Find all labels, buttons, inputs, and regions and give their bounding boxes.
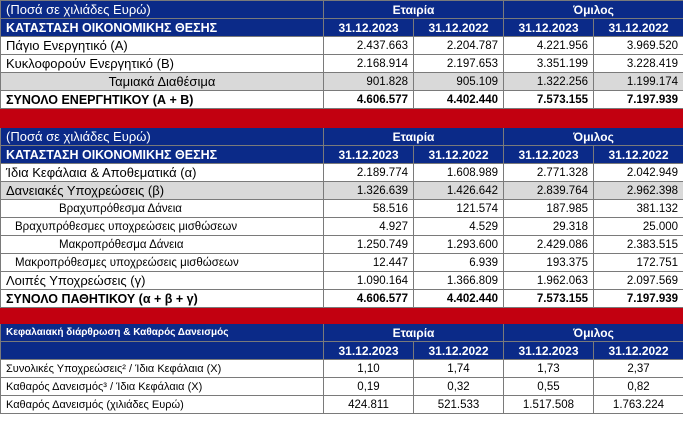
table-row	[1, 254, 683, 272]
table-row	[1, 272, 683, 290]
section3-header-row	[1, 324, 683, 342]
cell-value: 2.168.914	[324, 55, 414, 73]
cell-value: 1.962.063	[504, 272, 594, 290]
company-header: Εταιρία	[324, 1, 504, 19]
cell-value: 29.318	[504, 218, 594, 236]
separator	[1, 109, 683, 128]
cell-value: 1.517.508	[504, 396, 594, 414]
date-header: 31.12.2022	[414, 19, 504, 37]
group-header: Όμιλος	[504, 1, 683, 19]
date-header: 31.12.2022	[594, 19, 683, 37]
date-header: 31.12.2022	[414, 146, 504, 164]
section2-header-row	[1, 128, 683, 146]
table-row	[1, 378, 683, 396]
units-note: (Ποσά σε χιλιάδες Ευρώ)	[1, 1, 324, 19]
date-header: 31.12.2023	[324, 342, 414, 360]
row-label: Πάγιο Ενεργητικό (Α)	[1, 37, 324, 55]
cell-value: 0,55	[504, 378, 594, 396]
section2-title-row	[1, 146, 683, 164]
total-value: 7.573.155	[504, 290, 594, 308]
date-header: 31.12.2023	[504, 342, 594, 360]
cell-value: 901.828	[324, 73, 414, 91]
section1-title-row	[1, 19, 683, 37]
total-value: 7.197.939	[594, 290, 683, 308]
table-row	[1, 396, 683, 414]
cell-value: 3.351.199	[504, 55, 594, 73]
total-row	[1, 290, 683, 308]
cell-value: 0,82	[594, 378, 683, 396]
total-label: ΣΥΝΟΛΟ ΠΑΘΗΤΙΚΟΥ (α + β + γ)	[1, 290, 324, 308]
separator	[1, 308, 683, 324]
cell-value: 2.437.663	[324, 37, 414, 55]
date-header: 31.12.2023	[504, 19, 594, 37]
total-value: 4.606.577	[324, 91, 414, 109]
cell-value: 2.429.086	[504, 236, 594, 254]
row-label: Κυκλοφορούν Ενεργητικό (Β)	[1, 55, 324, 73]
cell-value: 1.366.809	[414, 272, 504, 290]
cell-value: 6.939	[414, 254, 504, 272]
separator-bar	[1, 109, 683, 128]
cell-value: 1.250.749	[324, 236, 414, 254]
units-note: (Ποσά σε χιλιάδες Ευρώ)	[1, 128, 324, 146]
row-label: Βραχυπρόθεσμες υποχρεώσεις μισθώσεων	[1, 218, 324, 236]
total-value: 7.197.939	[594, 91, 683, 109]
cell-value: 4.221.956	[504, 37, 594, 55]
date-header: 31.12.2023	[324, 19, 414, 37]
cell-value: 1,10	[324, 360, 414, 378]
cell-value: 25.000	[594, 218, 683, 236]
cell-value: 1.608.989	[414, 164, 504, 182]
table-row	[1, 182, 683, 200]
section-title: ΚΑΤΑΣΤΑΣΗ ΟΙΚΟΝΟΜΙΚΗΣ ΘΕΣΗΣ	[1, 19, 324, 37]
cell-value: 1,74	[414, 360, 504, 378]
company-header: Εταιρία	[324, 128, 504, 146]
cell-value: 3.228.419	[594, 55, 683, 73]
date-header: 31.12.2023	[504, 146, 594, 164]
cell-value: 0,19	[324, 378, 414, 396]
total-value: 4.402.440	[414, 290, 504, 308]
total-value: 4.402.440	[414, 91, 504, 109]
cell-value: 172.751	[594, 254, 683, 272]
cell-value: 2.189.774	[324, 164, 414, 182]
row-label: Καθαρός Δανεισμός (χιλιάδες Ευρώ)	[1, 396, 324, 414]
cell-value: 1.326.639	[324, 182, 414, 200]
section-title: ΚΑΤΑΣΤΑΣΗ ΟΙΚΟΝΟΜΙΚΗΣ ΘΕΣΗΣ	[1, 146, 324, 164]
row-label: Καθαρός Δανεισμός³ / Ίδια Κεφάλαια (Χ)	[1, 378, 324, 396]
group-header: Όμιλος	[504, 128, 683, 146]
cell-value: 1.322.256	[504, 73, 594, 91]
cell-value: 4.927	[324, 218, 414, 236]
row-label: Μακροπρόθεσμα Δάνεια	[1, 236, 324, 254]
cell-value: 1.199.174	[594, 73, 683, 91]
table-row	[1, 200, 683, 218]
date-header: 31.12.2022	[594, 146, 683, 164]
total-value: 7.573.155	[504, 91, 594, 109]
cell-value: 2.383.515	[594, 236, 683, 254]
company-header: Εταιρία	[324, 324, 504, 342]
cell-value: 905.109	[414, 73, 504, 91]
cell-value: 2.197.653	[414, 55, 504, 73]
cell-value: 121.574	[414, 200, 504, 218]
cell-value: 1.763.224	[594, 396, 683, 414]
cell-value: 521.533	[414, 396, 504, 414]
table-row	[1, 37, 683, 55]
cell-value: 4.529	[414, 218, 504, 236]
cell-value: 193.375	[504, 254, 594, 272]
row-label: Λοιπές Υποχρεώσεις (γ)	[1, 272, 324, 290]
cell-value: 58.516	[324, 200, 414, 218]
total-row	[1, 91, 683, 109]
cell-value: 1.293.600	[414, 236, 504, 254]
cell-value: 381.132	[594, 200, 683, 218]
cell-value: 1.090.164	[324, 272, 414, 290]
cell-value: 0,32	[414, 378, 504, 396]
total-label: ΣΥΝΟΛΟ ΕΝΕΡΓΗΤΙΚΟΥ (Α + Β)	[1, 91, 324, 109]
cell-value: 3.969.520	[594, 37, 683, 55]
cell-value: 2.771.328	[504, 164, 594, 182]
row-label: Βραχυπρόθεσμα Δάνεια	[1, 200, 324, 218]
cell-value: 2,37	[594, 360, 683, 378]
section1-header-row	[1, 1, 683, 19]
cell-value: 2.204.787	[414, 37, 504, 55]
cell-value: 2.042.949	[594, 164, 683, 182]
section-title: Κεφαλαιακή διάρθρωση & Καθαρός Δανεισμός	[1, 324, 324, 342]
cell-value: 12.447	[324, 254, 414, 272]
row-label: Ταμιακά Διαθέσιμα	[1, 73, 324, 91]
separator-bar	[1, 308, 683, 324]
cell-value: 1.426.642	[414, 182, 504, 200]
date-header: 31.12.2022	[594, 342, 683, 360]
cell-value: 2.097.569	[594, 272, 683, 290]
cell-value: 1,73	[504, 360, 594, 378]
group-header: Όμιλος	[504, 324, 683, 342]
cell-value: 187.985	[504, 200, 594, 218]
row-label: Ίδια Κεφάλαια & Αποθεματικά (α)	[1, 164, 324, 182]
date-header: 31.12.2022	[414, 342, 504, 360]
table-row	[1, 73, 683, 91]
date-header: 31.12.2023	[324, 146, 414, 164]
row-label: Δανειακές Υποχρεώσεις (β)	[1, 182, 324, 200]
row-label: Συνολικές Υποχρεώσεις² / Ίδια Κεφάλαια (Χ)	[1, 360, 324, 378]
cell-value: 424.811	[324, 396, 414, 414]
table-row	[1, 236, 683, 254]
table-row	[1, 55, 683, 73]
total-value: 4.606.577	[324, 290, 414, 308]
row-label: Μακροπρόθεσμες υποχρεώσεις μισθώσεων	[1, 254, 324, 272]
table-row	[1, 360, 683, 378]
table-row	[1, 164, 683, 182]
empty-cell	[1, 342, 324, 360]
cell-value: 2.839.764	[504, 182, 594, 200]
cell-value: 2.962.398	[594, 182, 683, 200]
section3-dates-row	[1, 342, 683, 360]
table-row	[1, 218, 683, 236]
